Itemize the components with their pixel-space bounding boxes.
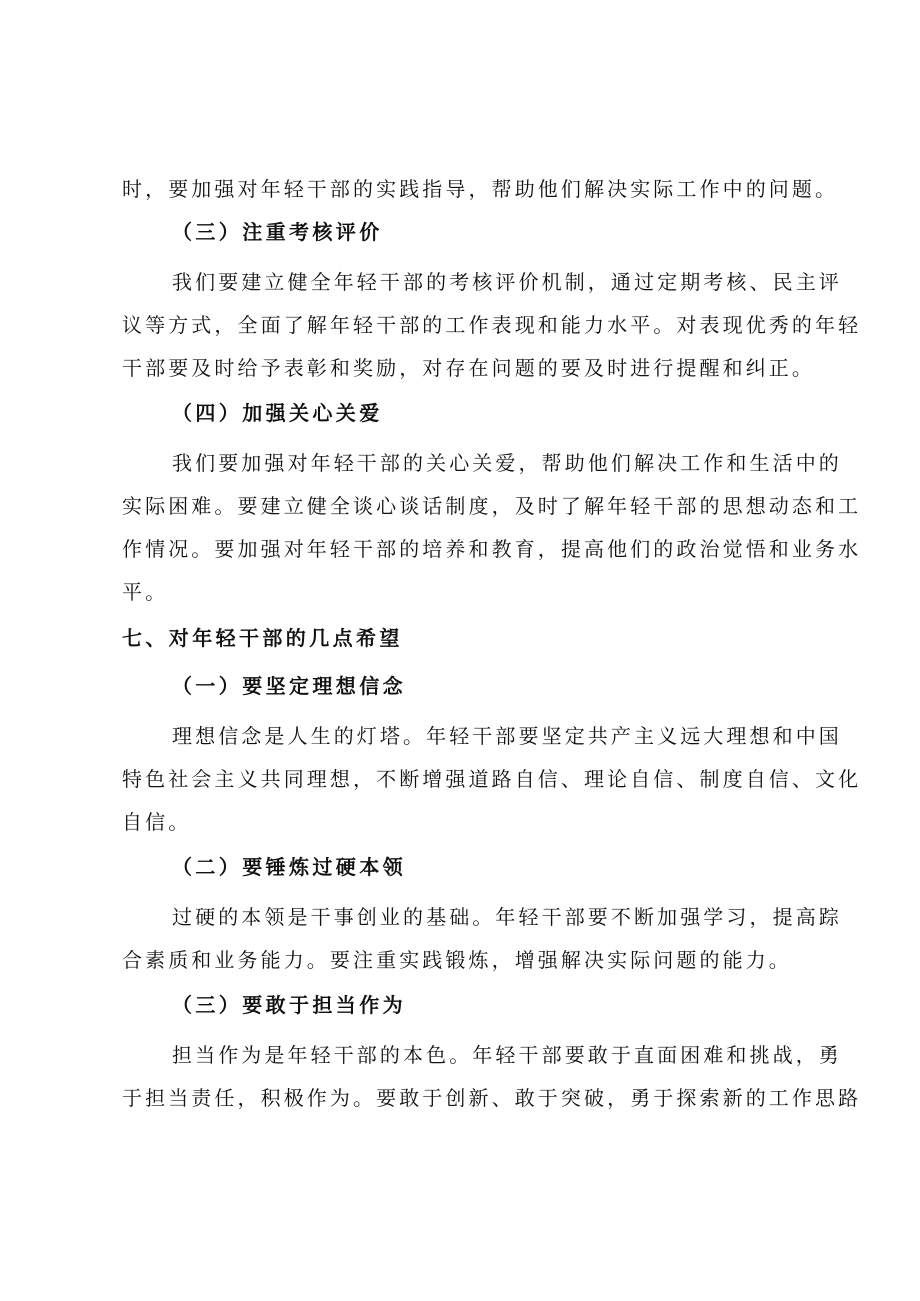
chapter-heading: 七、对年轻干部的几点希望 bbox=[122, 626, 403, 650]
section-heading: （三）要敢于担当作为 bbox=[172, 993, 406, 1017]
paragraph-line: 担当作为是年轻干部的本色。年轻干部要敢于直面困难和挑战，勇 bbox=[172, 1043, 842, 1067]
paragraph-line: 理想信念是人生的灯塔。年轻干部要坚定共产主义远大理想和中国 bbox=[172, 724, 842, 748]
paragraph-line: 我们要加强对年轻干部的关心关爱，帮助他们解决工作和生活中的 bbox=[172, 451, 842, 475]
paragraph-line: 我们要建立健全年轻干部的考核评价机制，通过定期考核、民主评 bbox=[172, 270, 842, 294]
paragraph-line: 自信。 bbox=[122, 810, 192, 834]
paragraph-line: 作情况。要加强对年轻干部的培养和教育，提高他们的政治觉悟和业务水 bbox=[122, 537, 862, 561]
paragraph-line: 时，要加强对年轻干部的实践指导，帮助他们解决实际工作中的问题。 bbox=[122, 177, 839, 201]
paragraph-line: 合素质和业务能力。要注重实践锻炼，增强解决实际问题的能力。 bbox=[122, 948, 792, 972]
paragraph-line: 特色社会主义共同理想，不断增强道路自信、理论自信、制度自信、文化 bbox=[122, 767, 862, 791]
paragraph-line: 实际困难。要建立健全谈心谈话制度，及时了解年轻干部的思想动态和工 bbox=[122, 494, 862, 518]
section-heading: （四）加强关心关爱 bbox=[172, 401, 383, 425]
paragraph-line: 过硬的本领是干事创业的基础。年轻干部要不断加强学习，提高踪 bbox=[172, 905, 842, 929]
paragraph-line: 干部要及时给予表彰和奖励，对存在问题的要及时进行提醒和纠正。 bbox=[122, 356, 815, 380]
paragraph-line: 平。 bbox=[122, 580, 169, 604]
section-heading: （三）注重考核评价 bbox=[172, 220, 383, 244]
section-heading: （一）要坚定理想信念 bbox=[172, 674, 406, 698]
paragraph-line: 议等方式，全面了解年轻干部的工作表现和能力水平。对表现优秀的年轻 bbox=[122, 313, 862, 337]
section-heading: （二）要锤炼过硬本领 bbox=[172, 855, 406, 879]
paragraph-line: 于担当责任，积极作为。要敢于创新、敢于突破，勇于探索新的工作思路 bbox=[122, 1086, 862, 1110]
